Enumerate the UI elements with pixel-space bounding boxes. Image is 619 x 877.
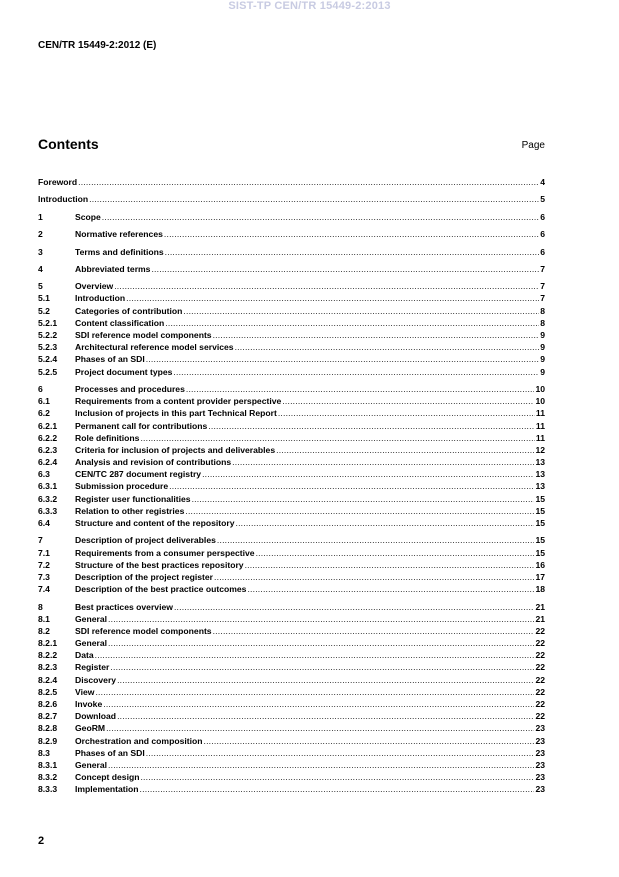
dot-leader — [174, 601, 535, 613]
dot-leader — [213, 329, 540, 341]
dot-leader — [102, 211, 539, 223]
toc-entry-page: 23 — [535, 784, 545, 795]
toc-entry-number: 6.2.1 — [38, 420, 58, 431]
toc-entry[interactable] — [38, 571, 545, 583]
toc-entry-title: General — [75, 759, 108, 770]
toc-entry-page: 9 — [540, 342, 545, 353]
dot-leader — [217, 534, 535, 546]
toc-entry-title: Requirements from a content provider perspective — [75, 396, 282, 407]
toc-entry-page: 22 — [535, 686, 545, 697]
toc-entry-title: Discovery — [75, 674, 117, 685]
toc-entry-number: 8.2 — [38, 625, 50, 636]
dot-leader — [164, 228, 539, 240]
dot-leader — [173, 366, 539, 378]
toc-entry[interactable] — [38, 263, 545, 275]
toc-entry-page: 23 — [535, 747, 545, 758]
toc-entry-page: 18 — [535, 584, 545, 595]
toc-entry-page: 11 — [535, 420, 545, 431]
toc-entry-title: Processes and procedures — [75, 383, 185, 394]
toc-entry-title: Register — [75, 662, 110, 673]
toc-entry-title: Download — [75, 711, 117, 722]
toc-entry-number: 6.3 — [38, 469, 50, 480]
toc-entry-page: 22 — [535, 699, 545, 709]
toc-entry[interactable] — [38, 771, 545, 783]
toc-entry-page: 15 — [535, 493, 545, 504]
toc-entry-number: 8.2.8 — [38, 723, 58, 734]
toc-entry-page: 13 — [535, 457, 545, 468]
toc-entry-title: Architectural reference model services — [75, 342, 234, 353]
toc-entry-number: 4 — [38, 263, 43, 274]
toc-entry-title: Description of project deliverables — [75, 535, 216, 546]
toc-entry-page: 23 — [535, 759, 545, 770]
toc-entry-number: 5.1 — [38, 293, 50, 304]
dot-leader — [185, 505, 534, 517]
toc-entry-page: 11 — [535, 432, 545, 443]
toc-entry-number: 6.3.3 — [38, 505, 58, 516]
toc-entry-page: 22 — [535, 674, 545, 685]
toc-entry[interactable] — [38, 353, 545, 365]
toc-entry-title: Structure of the best practices repository — [75, 559, 244, 570]
dot-leader — [140, 432, 534, 444]
toc-entry-number: 7.1 — [38, 547, 50, 558]
toc-entry-title: Introduction — [38, 194, 89, 205]
toc-entry-number: 8.3.2 — [38, 772, 58, 783]
toc-entry[interactable] — [38, 583, 545, 595]
toc-entry-title: Relation to other registries — [75, 505, 185, 516]
toc-entry-number: 5.2.1 — [38, 317, 58, 328]
dot-leader — [183, 305, 539, 317]
toc-entry[interactable] — [38, 292, 545, 304]
toc-entry-page: 15 — [535, 505, 545, 516]
toc-entry-number: 6 — [38, 383, 43, 394]
toc-entry-number: 8.2.7 — [38, 711, 58, 722]
toc-entry[interactable] — [38, 517, 545, 529]
toc-entry-title: Analysis and revision of contributions — [75, 457, 232, 468]
dot-leader — [140, 783, 535, 795]
toc-entry-title: GeoRM — [75, 723, 106, 734]
toc-entry-number: 3 — [38, 246, 43, 257]
toc-entry-title: Best practices overview — [75, 601, 173, 612]
toc-entry-number: 8.2.6 — [38, 699, 58, 709]
toc-entry-number: 8.2.5 — [38, 686, 58, 697]
toc-entry-title: General — [75, 613, 108, 624]
toc-entry-number: 2 — [38, 229, 43, 240]
toc-entry-title: Concept design — [75, 772, 140, 783]
toc-entry-page: 17 — [535, 571, 545, 582]
dot-leader — [186, 383, 535, 395]
toc-entry-number: 8.3 — [38, 747, 50, 758]
toc-entry-number: 8.2.1 — [38, 638, 58, 649]
toc-entry-page: 8 — [540, 305, 545, 316]
toc-entry[interactable] — [38, 722, 545, 734]
toc-entry[interactable] — [38, 280, 545, 292]
toc-entry[interactable] — [38, 317, 545, 329]
dot-leader — [140, 771, 534, 783]
toc-entry[interactable] — [38, 661, 545, 673]
toc-entry-page: 7 — [540, 293, 545, 304]
toc-entry-page: 8 — [540, 317, 545, 328]
toc-entry-page: 9 — [540, 354, 545, 365]
toc-entry-page: 7 — [540, 281, 545, 292]
toc-entry[interactable] — [38, 637, 545, 649]
toc-entry-title: Content classification — [75, 317, 165, 328]
dot-leader — [78, 176, 539, 188]
dot-leader — [169, 480, 534, 492]
toc-entry-number: 5 — [38, 281, 43, 292]
toc-entry[interactable] — [38, 468, 545, 480]
toc-entry[interactable] — [38, 686, 545, 698]
toc-entry-number: 8.2.3 — [38, 662, 58, 673]
toc-entry-title: Phases of an SDI — [75, 354, 145, 365]
toc-entry-page: 4 — [540, 177, 545, 187]
page-column-label: Page — [521, 140, 545, 151]
toc-entry-page: 10 — [535, 396, 545, 407]
page-number: 2 — [38, 835, 45, 847]
toc-entry[interactable] — [38, 601, 545, 613]
toc-entry-number: 6.2.3 — [38, 444, 58, 455]
toc-entry-title: Abbreviated terms — [75, 263, 151, 274]
dot-leader — [89, 193, 539, 205]
toc-entry-number: 8.2.9 — [38, 735, 58, 746]
toc-entry[interactable] — [38, 698, 545, 710]
toc-entry[interactable] — [38, 395, 545, 407]
toc-entry-page: 22 — [535, 638, 545, 649]
dot-leader — [95, 649, 535, 661]
dot-leader — [256, 547, 535, 559]
dot-leader — [103, 698, 534, 710]
dot-leader — [232, 456, 534, 468]
toc-entry-number: 8.3.1 — [38, 759, 58, 770]
dot-leader — [95, 686, 534, 698]
toc-entry[interactable] — [38, 625, 545, 637]
toc-entry-number: 6.1 — [38, 396, 50, 407]
toc-entry-page: 23 — [535, 735, 545, 746]
dot-leader — [108, 613, 534, 625]
watermark: SIST-TP CEN/TR 15449-2:2013 — [228, 0, 391, 12]
toc-entry-title: Role definitions — [75, 432, 140, 443]
toc-entry-title: Inclusion of projects in this part Technical Report — [75, 408, 277, 419]
toc-entry[interactable] — [38, 329, 545, 341]
toc-entry[interactable] — [38, 547, 545, 559]
toc-entry[interactable] — [38, 710, 545, 722]
toc-entry-number: 8.1 — [38, 613, 50, 624]
toc-entry[interactable] — [38, 444, 545, 456]
toc-entry-title: General — [75, 638, 108, 649]
toc-entry-number: 8 — [38, 601, 43, 612]
toc-entry-page: 10 — [535, 383, 545, 394]
toc-entry-number: 7.4 — [38, 584, 50, 595]
toc-entry[interactable] — [38, 228, 545, 240]
toc-entry-number: 5.2.2 — [38, 330, 58, 340]
toc-entry-title: Terms and definitions — [75, 246, 164, 257]
toc-entry-page: 6 — [540, 229, 545, 240]
document-id: CEN/TR 15449-2:2012 (E) — [38, 40, 157, 51]
dot-leader — [165, 246, 540, 258]
dot-leader — [276, 444, 534, 456]
toc-entry-title: Structure and content of the repository — [75, 518, 235, 528]
toc-entry-title: Project document types — [75, 366, 173, 377]
toc-entry-title: Introduction — [75, 293, 126, 304]
toc-entry-page: 23 — [535, 772, 545, 783]
toc-entry-title: Description of the project register — [75, 571, 214, 582]
toc-entry[interactable] — [38, 305, 545, 317]
toc-entry[interactable] — [38, 383, 545, 395]
toc-entry[interactable] — [38, 747, 545, 759]
toc-entry[interactable] — [38, 505, 545, 517]
toc-entry-title: Data — [75, 650, 94, 661]
dot-leader — [114, 280, 539, 292]
toc-entry[interactable] — [38, 759, 545, 771]
toc-entry[interactable] — [38, 211, 545, 223]
toc-entry[interactable] — [38, 407, 545, 419]
toc-entry-page: 11 — [535, 408, 545, 419]
page-title: Contents — [38, 136, 99, 152]
toc-entry-number: 1 — [38, 211, 43, 222]
dot-leader — [108, 637, 534, 649]
toc-entry-page: 7 — [540, 263, 545, 274]
dot-leader — [151, 263, 539, 275]
toc-entry-title: Scope — [75, 211, 101, 222]
toc-entry[interactable] — [38, 193, 545, 205]
toc-entry-number: 7.2 — [38, 559, 50, 570]
toc-entry-page: 15 — [535, 518, 545, 528]
toc-entry[interactable] — [38, 493, 545, 505]
toc-entry-page: 12 — [535, 444, 545, 455]
toc-entry-number: 5.2 — [38, 305, 50, 316]
toc-entry-title: Submission procedure — [75, 481, 169, 492]
dot-leader — [192, 493, 535, 505]
toc-entry-number: 6.2.4 — [38, 457, 58, 468]
toc-entry-title: SDI reference model components — [75, 625, 212, 636]
toc-entry-number: 8.2.2 — [38, 650, 58, 661]
toc-entry-number: 8.2.4 — [38, 674, 58, 685]
dot-leader — [117, 674, 534, 686]
dot-leader — [204, 735, 535, 747]
toc-entry[interactable] — [38, 534, 545, 546]
dot-leader — [208, 420, 535, 432]
toc-entry-page: 22 — [535, 650, 545, 661]
toc-entry-number: 6.4 — [38, 518, 50, 528]
toc-entry-page: 23 — [535, 723, 545, 734]
toc-entry-title: Foreword — [38, 177, 78, 187]
toc-entry-number: 6.2.2 — [38, 432, 58, 443]
dot-leader — [108, 759, 534, 771]
dot-leader — [126, 292, 539, 304]
toc-entry-page: 13 — [535, 469, 545, 480]
toc-entry[interactable] — [38, 613, 545, 625]
toc-entry-title: SDI reference model components — [75, 330, 212, 340]
toc-entry-page: 21 — [535, 601, 545, 612]
toc-entry[interactable] — [38, 456, 545, 468]
toc-entry[interactable] — [38, 559, 545, 571]
toc-entry-page: 22 — [535, 711, 545, 722]
toc-entry-title: Invoke — [75, 699, 103, 709]
toc-entry-page: 5 — [540, 194, 545, 205]
toc-entry-page: 9 — [540, 330, 545, 340]
toc-entry[interactable] — [38, 432, 545, 444]
dot-leader — [110, 661, 534, 673]
toc-entry-title: Requirements from a consumer perspective — [75, 547, 255, 558]
toc-entry[interactable] — [38, 674, 545, 686]
dot-leader — [282, 395, 534, 407]
dot-leader — [146, 353, 539, 365]
toc-entry-page: 22 — [535, 662, 545, 673]
dot-leader — [235, 517, 534, 529]
toc-entry-title: Overview — [75, 281, 114, 292]
dot-leader — [213, 625, 535, 637]
dot-leader — [245, 559, 535, 571]
toc-entry[interactable] — [38, 480, 545, 492]
toc-entry-title: Register user functionalities — [75, 493, 191, 504]
toc-entry[interactable] — [38, 341, 545, 353]
toc-entry-title: Normative references — [75, 229, 163, 240]
toc-entry-page: 6 — [540, 211, 545, 222]
toc-entry[interactable] — [38, 176, 545, 188]
dot-leader — [235, 341, 540, 353]
toc-entry-title: CEN/TC 287 document registry — [75, 469, 202, 480]
toc-entry-number: 5.2.4 — [38, 354, 58, 365]
toc-entry-page: 9 — [540, 366, 545, 377]
toc-entry[interactable] — [38, 783, 545, 795]
dot-leader — [214, 571, 534, 583]
toc-entry-number: 6.2 — [38, 408, 50, 419]
toc-entry-title: Criteria for inclusion of projects and deliverables — [75, 444, 276, 455]
dot-leader — [278, 407, 535, 419]
toc-entry[interactable] — [38, 420, 545, 432]
toc-entry-title: Orchestration and composition — [75, 735, 203, 746]
toc-entry-number: 7.3 — [38, 571, 50, 582]
toc-entry[interactable] — [38, 735, 545, 747]
toc-entry[interactable] — [38, 649, 545, 661]
toc-entry-page: 15 — [535, 547, 545, 558]
toc-entry-number: 5.2.3 — [38, 342, 58, 353]
toc-entry-page: 6 — [540, 246, 545, 257]
toc-entry-page: 16 — [535, 559, 545, 570]
dot-leader — [106, 722, 534, 734]
toc-entry-number: 6.3.2 — [38, 493, 58, 504]
toc-entry-page: 13 — [535, 481, 545, 492]
toc-entry-page: 22 — [535, 625, 545, 636]
toc-entry-title: Categories of contribution — [75, 305, 183, 316]
toc-entry-title: Description of the best practice outcomes — [75, 584, 247, 595]
toc-entry-number: 8.3.3 — [38, 784, 58, 795]
table-of-contents — [38, 176, 545, 796]
toc-entry-number: 6.3.1 — [38, 481, 58, 492]
dot-leader — [146, 747, 535, 759]
toc-entry-number: 7 — [38, 535, 43, 546]
toc-entry-title: Phases of an SDI — [75, 747, 145, 758]
dot-leader — [165, 317, 539, 329]
dot-leader — [202, 468, 534, 480]
toc-entry-number: 5.2.5 — [38, 366, 58, 377]
toc-entry-page: 15 — [535, 535, 545, 546]
toc-entry[interactable] — [38, 366, 545, 378]
toc-entry-title: Implementation — [75, 784, 139, 795]
dot-leader — [247, 583, 534, 595]
toc-entry[interactable] — [38, 246, 545, 258]
toc-entry-title: Permanent call for contributions — [75, 420, 208, 431]
dot-leader — [117, 710, 534, 722]
toc-entry-page: 21 — [535, 613, 545, 624]
toc-entry-title: View — [75, 686, 95, 697]
